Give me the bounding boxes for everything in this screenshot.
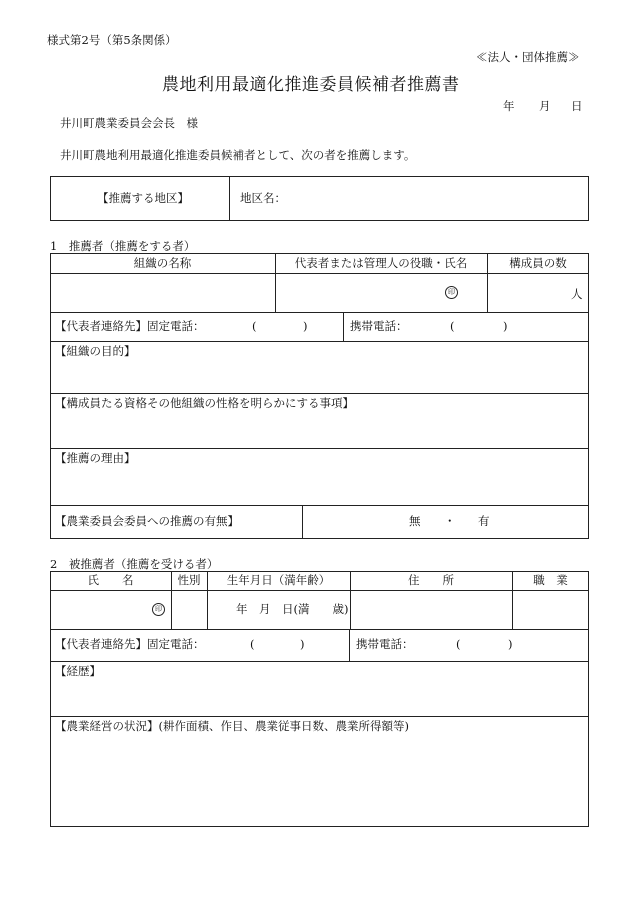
career-label: 【経歴】 [55,664,101,678]
date-year: 年 [503,99,515,113]
form-number: 様式第2号（第5条関係） [47,33,177,47]
committee-label: 【農業委員会委員への推薦の有無】 [55,514,239,528]
statement: 井川町農地利用最適化推進委員候補者として、次の者を推薦します。 [60,148,416,162]
section1-heading: 1 推薦者（推薦をする者） [50,239,196,253]
member-unit: 人 [571,287,583,301]
rep-contact-label: 【代表者連絡先】固定電話： [55,319,205,333]
nominee-phone-paren-close: ) [300,637,305,651]
col-rep-name: 代表者または管理人の役職・氏名 [294,256,468,270]
mobile-paren-open: ( [450,319,455,333]
mobile-label: 携帯電話： [350,319,408,333]
farming-status-label: 【農業経営の状況】(耕作面積、作目、農業従事日数、農業所得額等) [55,719,409,733]
sex-field[interactable] [172,591,206,628]
committee-none-option[interactable]: 無 [409,514,421,528]
phone-paren-open: ( [252,319,257,333]
nominee-mobile-paren-close: ) [508,637,513,651]
nominee-seal-mark: 印 [152,603,165,616]
purpose-label: 【組織の目的】 [55,344,136,358]
district-name-field[interactable]: 地区名： [240,191,286,205]
col-members: 構成員の数 [509,256,567,270]
seal-mark: 印 [445,286,458,299]
date-month: 月 [539,99,551,113]
nature-label: 【構成員たる資格その他組織の性格を明らかにする事項】 [55,396,354,410]
col-address: 住 所 [408,573,454,587]
col-name: 氏 名 [87,573,134,587]
phone-paren-close: ) [303,319,308,333]
nominee-mobile-label: 携帯電話： [356,637,414,651]
col-org-name: 組織の名称 [133,256,192,270]
mobile-paren-close: ) [503,319,508,333]
addressee: 井川町農業委員会会長 様 [60,116,198,130]
reason-label: 【推薦の理由】 [55,451,136,465]
page-title: 農地利用最適化推進委員候補者推薦書 [162,75,460,95]
address-field[interactable] [351,591,511,628]
district-label: 【推薦する地区】 [97,191,189,205]
category-label: ≪法人・団体推薦≫ [476,50,580,64]
nominee-contact-label: 【代表者連絡先】固定電話： [55,637,205,651]
col-occupation: 職 業 [533,573,568,587]
committee-separator: ・ [444,514,456,528]
col-sex: 性別 [177,573,201,587]
section2-heading: 2 被推薦者（推薦を受ける者） [50,557,219,571]
committee-yes-option[interactable]: 有 [478,514,490,528]
org-name-field[interactable] [51,274,274,311]
date-day: 日 [571,99,583,113]
birth-date-field[interactable]: 年 月 日(満 歳) [236,602,349,616]
nominee-mobile-paren-open: ( [456,637,461,651]
nominee-phone-paren-open: ( [250,637,255,651]
occupation-field[interactable] [513,591,588,628]
col-birth: 生年月日（満年齢） [226,573,331,587]
